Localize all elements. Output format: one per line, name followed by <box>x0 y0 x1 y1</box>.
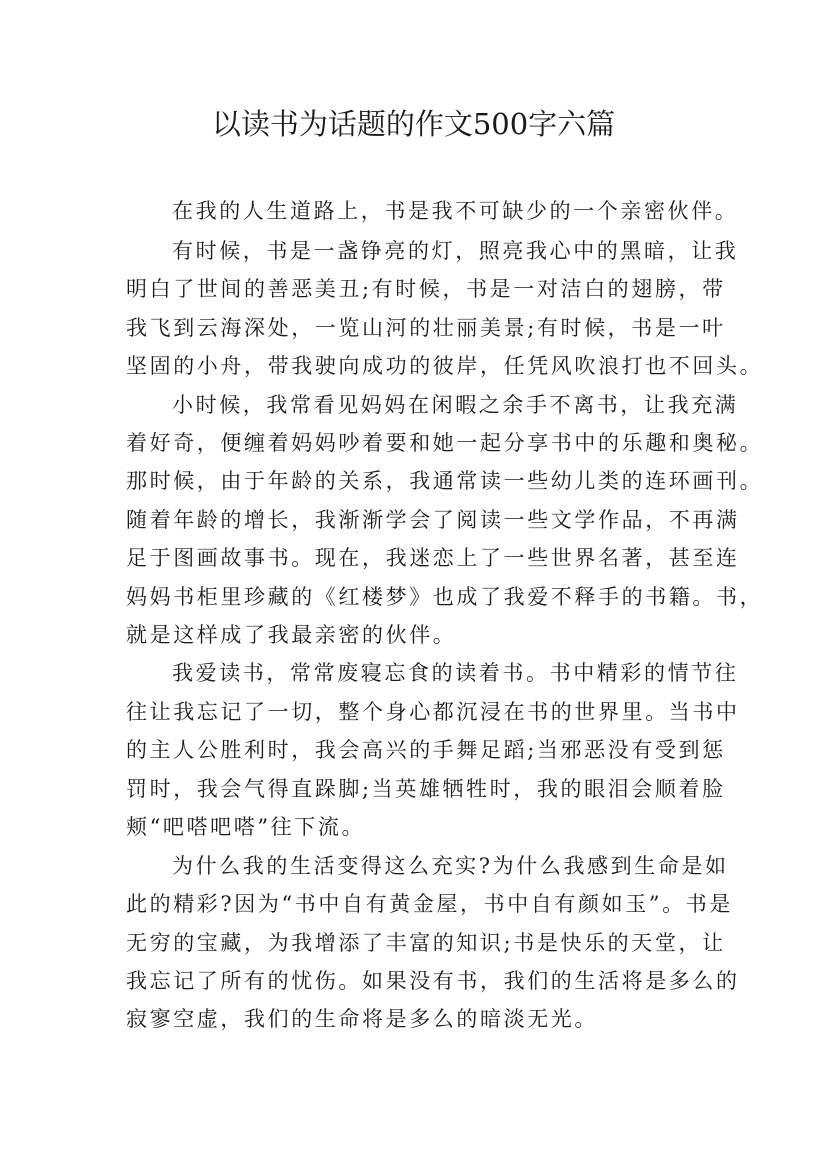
paragraph-line: 为什么我的生活变得这么充实?为什么我感到生命是如 <box>172 854 729 878</box>
paragraph-line: 寂寥空虚，我们的生命将是多么的暗淡无光。 <box>126 1007 598 1031</box>
paragraph-line: 随着年龄的增长，我渐渐学会了阅读一些文学作品，不再满 <box>126 508 740 532</box>
paragraph-line: 往让我忘记了一切，整个身心都沉浸在书的世界里。当书中 <box>126 700 740 724</box>
paragraph-line: 着好奇，便缠着妈妈吵着要和她一起分享书中的乐趣和奥秘。 <box>126 431 764 455</box>
paragraph-line: 妈妈书柜里珍藏的《红楼梦》也成了我爱不释手的书籍。书， <box>126 585 764 609</box>
paragraph-line: 我爱读书，常常废寝忘食的读着书。书中精彩的情节往 <box>172 661 739 685</box>
paragraph-line: 就是这样成了我最亲密的伙伴。 <box>126 623 457 647</box>
paragraph-line: 足于图画故事书。现在，我迷恋上了一些世界名著，甚至连 <box>126 546 740 570</box>
paragraph-line: 罚时，我会气得直跺脚;当英雄牺牲时，我的眼泪会顺着脸 <box>126 777 726 801</box>
document-title: 以读书为话题的作文500字六篇 <box>211 107 616 141</box>
paragraph-line: 此的精彩?因为“书中自有黄金屋，书中自有颜如玉”。书是 <box>126 892 733 916</box>
paragraph-line: 无穷的宝藏，为我增添了丰富的知识;书是快乐的天堂，让 <box>126 931 726 955</box>
paragraph-line: 那时候，由于年龄的关系，我通常读一些幼儿类的连环画刊。 <box>126 469 764 493</box>
paragraph-line: 明白了世间的善恶美丑;有时候，书是一对洁白的翅膀，带 <box>126 277 726 301</box>
paragraph-line: 在我的人生道路上，书是我不可缺少的一个亲密伙伴。 <box>172 199 739 223</box>
paragraph-line: 有时候，书是一盏铮亮的灯，照亮我心中的黑暗，让我 <box>172 239 739 263</box>
paragraph-line: 我忘记了所有的忧伤。如果没有书，我们的生活将是多么的 <box>126 969 740 993</box>
paragraph-line: 的主人公胜利时，我会高兴的手舞足蹈;当邪恶没有受到惩 <box>126 738 726 762</box>
paragraph-line: 坚固的小舟，带我驶向成功的彼岸，任凭风吹浪打也不回头。 <box>126 354 764 378</box>
paragraph-line: 我飞到云海深处，一览山河的壮丽美景;有时候，书是一叶 <box>126 316 726 340</box>
paragraph-line: 颊“吧嗒吧嗒”往下流。 <box>126 815 366 839</box>
paragraph-line: 小时候，我常看见妈妈在闲暇之余手不离书，让我充满 <box>172 393 739 417</box>
